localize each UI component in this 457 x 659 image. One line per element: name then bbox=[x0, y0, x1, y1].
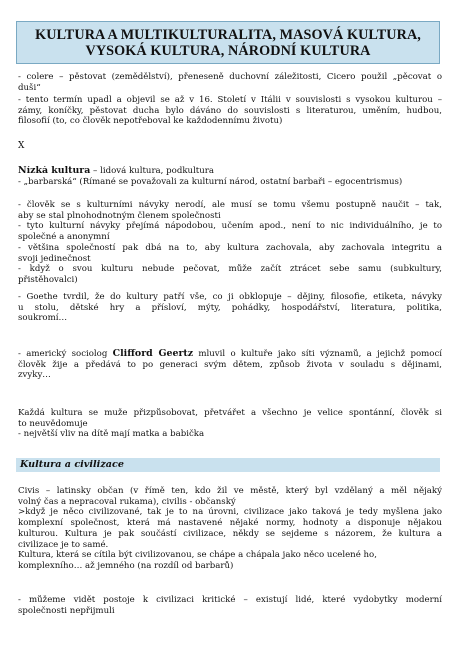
title-banner bbox=[16, 21, 440, 64]
text-line: zámy, koníčky, pěstovat ducha bylo dáváno do souvislosti s literaturou, uměním, hudbou, bbox=[18, 105, 442, 116]
text-line: komplexní společnost, která má nastavené nějaké normy, hodnoty a disponuje nějakou bbox=[18, 518, 442, 529]
text-line: - můžeme vidět postoje k civilizaci kritické – existují lidé, které vydobytky moderní bbox=[18, 595, 442, 605]
title-line-2: VYSOKÁ KULTURA, NÁRODNÍ KULTURA bbox=[85, 42, 371, 59]
low-culture-definition: – lidová kultura, podkultura bbox=[90, 166, 215, 176]
text-line: kulturou. Kultura je pak součástí civilizace, někdy se sejdeme s názorem, že kultura a bbox=[18, 528, 442, 539]
text-line: - většina společností pak dbá na to, aby kultura zachovala, aby zachovala integritu a bbox=[18, 242, 442, 253]
text-line: - když o svou kulturu nebude pečovat, může začít ztrácet sebe samu (subkultury, bbox=[18, 264, 442, 275]
text-line: Kultura, která se cítila být civilizovanou, se chápe a chápala jako něco ucelené ho, bbox=[18, 550, 377, 561]
text-line: soukromí… bbox=[18, 313, 68, 324]
text-line: >když je něco civilizované, tak je to na úrovni, civilizace jako taková je tedy myšlena jako bbox=[18, 507, 442, 518]
section-heading-bar bbox=[16, 458, 440, 472]
text-line bbox=[18, 166, 442, 177]
text-line: - Goethe tvrdil, že do kultury patří vše, co ji obklopuje – dějiny, filosofie, etiketa, návyky bbox=[18, 292, 442, 302]
text-line: - colere – pěstovat (zemědělství), přeneseně duchovní záležitosti, Cicero použil „pěcovat o bbox=[18, 72, 442, 82]
text-line: - tyto kulturní návyky přejímá nápodobou, učením apod., není to nic individuálního, je to bbox=[18, 221, 442, 232]
paragraph-low-culture bbox=[18, 166, 442, 187]
text-line: to neuvědomuje bbox=[18, 418, 88, 429]
paragraph-every-culture bbox=[18, 408, 442, 440]
term-low-culture: Nízká kultura bbox=[18, 166, 91, 176]
text-line: Civis – latinsky občan (v římě ten, kdo žil ve městě, který byl vzdělaný a měl nějaký bbox=[18, 486, 442, 496]
text-line: volný čas a nepracoval rukama), civilis - občanský bbox=[18, 496, 236, 507]
text-line: svoji jedinečnost bbox=[18, 253, 91, 264]
paragraph-goethe bbox=[18, 292, 442, 324]
text-line: komplexního… až jemného (na rozdíl od barbarů) bbox=[18, 560, 234, 571]
text-line: civilizace je to samé. bbox=[18, 539, 109, 550]
text-line: Každá kultura se muže přizpůsobovat, přetvářet a všechno je velice spontánní, člověk si bbox=[18, 408, 442, 418]
section-title-culture-civilization: Kultura a civilizace bbox=[20, 459, 124, 470]
text-line: - „barbarská“ (Římané se považovali za kulturní národ, ostatní barbaři – egocentrismus) bbox=[18, 176, 403, 187]
paragraph-cultural-habits bbox=[18, 200, 442, 286]
paragraph-term-history bbox=[18, 95, 442, 127]
text-line bbox=[18, 349, 442, 360]
text-line: přistěhovalci) bbox=[18, 274, 78, 285]
text-line: u stolu, dětské hry a přísloví, mýty, pohádky, hospodářství, literatura, politika, bbox=[18, 302, 442, 313]
text-line: duši“ bbox=[18, 82, 41, 93]
text-line: zvyky… bbox=[18, 370, 51, 381]
text-line: společnosti nepřijmuli bbox=[18, 605, 115, 616]
paragraph-geertz bbox=[18, 349, 442, 381]
title-line-1: KULTURA A MULTIKULTURALITA, MASOVÁ KULTURA, bbox=[35, 26, 421, 43]
paragraph-colere bbox=[18, 72, 442, 93]
text-line: společné a anonymní bbox=[18, 232, 110, 243]
name-clifford-geertz: Clifford Geertz bbox=[112, 349, 194, 359]
text-line: - největší vliv na dítě mají matka a babička bbox=[18, 429, 205, 440]
text-line: - člověk se s kulturními návyky nerodí, ale musí se tomu všemu postupně naučit – tak, bbox=[18, 200, 442, 210]
geertz-pre: - americký sociolog bbox=[18, 349, 113, 359]
paragraph-critical-attitudes bbox=[18, 595, 442, 616]
x-mark: X bbox=[18, 141, 25, 151]
text-line: filosofií (to, co člověk nepotřeboval ke každodennímu životu) bbox=[18, 116, 283, 127]
text-line: - tento termín upadl a objevil se až v 16. Století v Itálii v souvislosti s vysokou kulturou – bbox=[18, 95, 442, 105]
geertz-post: mluvil o kultuře jako síti významů, a jejichž pomocí bbox=[193, 349, 442, 359]
text-line: člověk žije a předává to po generaci svým dětem, způsob života v souladu s dějinami, bbox=[18, 359, 442, 370]
text-line: aby se stal plnohodnotným členem společnosti bbox=[18, 210, 221, 221]
paragraph-civis bbox=[18, 486, 442, 572]
